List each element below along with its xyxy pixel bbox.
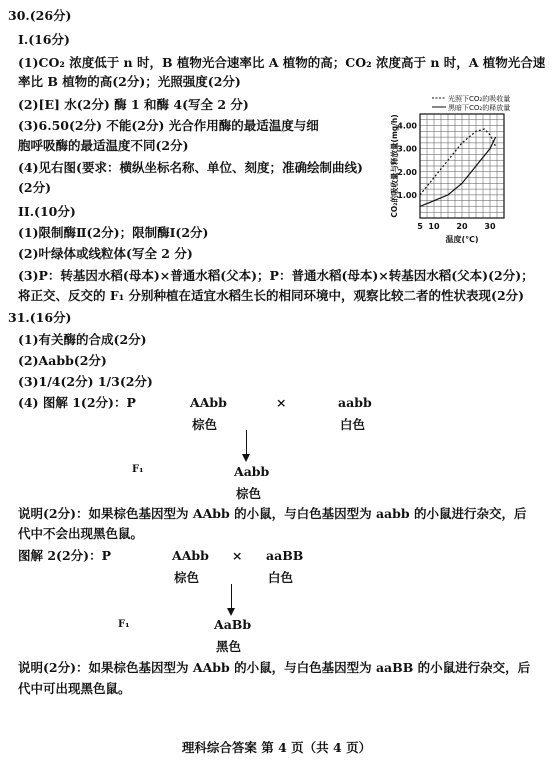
q30-p1-ans1-line2: 率比 B 植物的高(2分)；光照强度(2分) [18,74,241,89]
y-tick-label: 2.00 [397,167,417,177]
x-tick-label: 5 [417,222,423,231]
d2-parent1-color: 棕色 [174,570,200,585]
page-footer: 理科综合答案 第 4 页（共 4 页） [181,740,372,755]
series-line-1 [420,129,496,195]
q30-p1-ans3-line1: (3)6.50(2分) 不能(2分) 光合作用酶的最适温度与细 [18,118,319,133]
x-tick-label: 30 [484,222,496,231]
d1-offspring-color: 棕色 [236,486,262,501]
d2-offspring-color: 黑色 [216,639,242,654]
q30-p2-ans2: (2)叶绿体或线粒体(写全 2 分) [18,246,193,261]
y-tick-label: 4.00 [397,121,417,131]
q30-part1-title: I.(16分) [18,32,70,47]
q30-title: 30.(26分) [8,8,72,23]
d2-cross-symbol: × [232,548,243,563]
q30-p1-ans2: (2)[E] 水(2分) 酶 1 和酶 4(写全 2 分) [18,97,249,112]
q30-p2-ans3-line2: 将正交、反交的 F₁ 分别种植在适宜水稻生长的相同环境中，观察比较二者的性状表现(2分) [18,288,525,303]
d1-offspring-genotype: Aabb [234,464,270,479]
d2-f1-label: F₁ [118,619,130,630]
q30-p1-ans3-line2: 胞呼吸酶的最适温度不同(2分) [18,138,189,153]
d1-arrow-head-icon [242,454,250,462]
d1-parent2-color: 白色 [340,417,366,432]
q31-title: 31.(16分) [8,310,72,325]
legend-label-2: 黑暗下CO₂的释放量 [448,104,511,112]
q31-explain1-line1: 说明(2分)：如果棕色基因型为 AAbb 的小鼠，与白色基因型为 aabb 的小鼠进行杂交，后 [18,506,527,521]
q30-p1-ans1-line1: (1)CO₂ 浓度低于 n 时，B 植物光合速率比 A 植物的高；CO₂ 浓度高于 n 时，A 植物光合速 [18,55,546,70]
d1-f1-label: F₁ [132,464,144,475]
d1-parent2-genotype: aabb [338,395,372,410]
q31-explain1-line2: 代中不会出现黑色鼠。 [18,526,144,541]
q31-explain2-line2: 代中可出现黑色鼠。 [18,681,131,696]
y-tick-label: 1.00 [397,190,417,200]
q31-explain2-line1: 说明(2分)：如果棕色基因型为 AAbb 的小鼠，与白色基因型为 aaBB 的小鼠进行杂交，后 [18,660,531,675]
d1-cross-symbol: × [276,395,287,410]
q31-ans1: (1)有关酶的合成(2分) [18,332,147,347]
q30-p2-ans3-line1: (3)P：转基因水稻(母本)×普通水稻(父本)；P：普通水稻(母本)×转基因水稻(父本)(2分)； [18,268,534,283]
d2-parent1-genotype: AAbb [172,548,209,563]
co2-temperature-chart [388,92,548,252]
y-tick-label: 3.00 [397,144,417,154]
q31-diagram2-label: 图解 2(2分)：P [18,548,111,563]
d2-arrow-head-icon [227,608,235,616]
q30-p1-ans4-line2: (2分) [18,180,52,195]
d2-offspring-genotype: AaBb [214,617,252,632]
q31-ans4-label: (4) 图解 1(2分)：P [18,395,136,410]
x-tick-label: 20 [456,222,468,231]
d2-parent2-genotype: aaBB [266,548,304,563]
q31-ans3: (3)1/4(2分) 1/3(2分) [18,374,153,389]
legend-label-1: 光照下CO₂的吸收量 [448,95,511,103]
y-axis-label: CO₂的吸收量与释放量(mg/h) [390,114,399,218]
d1-arrow-line [246,430,247,456]
d1-parent1-color: 棕色 [192,417,218,432]
d1-parent1-genotype: AAbb [190,395,227,410]
q30-p2-ans1: (1)限制酶Ⅱ(2分)；限制酶Ⅰ(2分) [18,225,209,240]
q30-p1-ans4-line1: (4)见右图(要求：横纵坐标名称、单位、刻度；准确绘制曲线) [18,160,363,175]
q30-part2-title: II.(10分) [18,204,76,219]
x-axis-label: 温度(℃) [445,235,479,244]
q31-ans2: (2)Aabb(2分) [18,353,107,368]
d2-arrow-line [231,584,232,610]
d2-parent2-color: 白色 [268,570,294,585]
x-tick-label: 10 [428,222,440,231]
